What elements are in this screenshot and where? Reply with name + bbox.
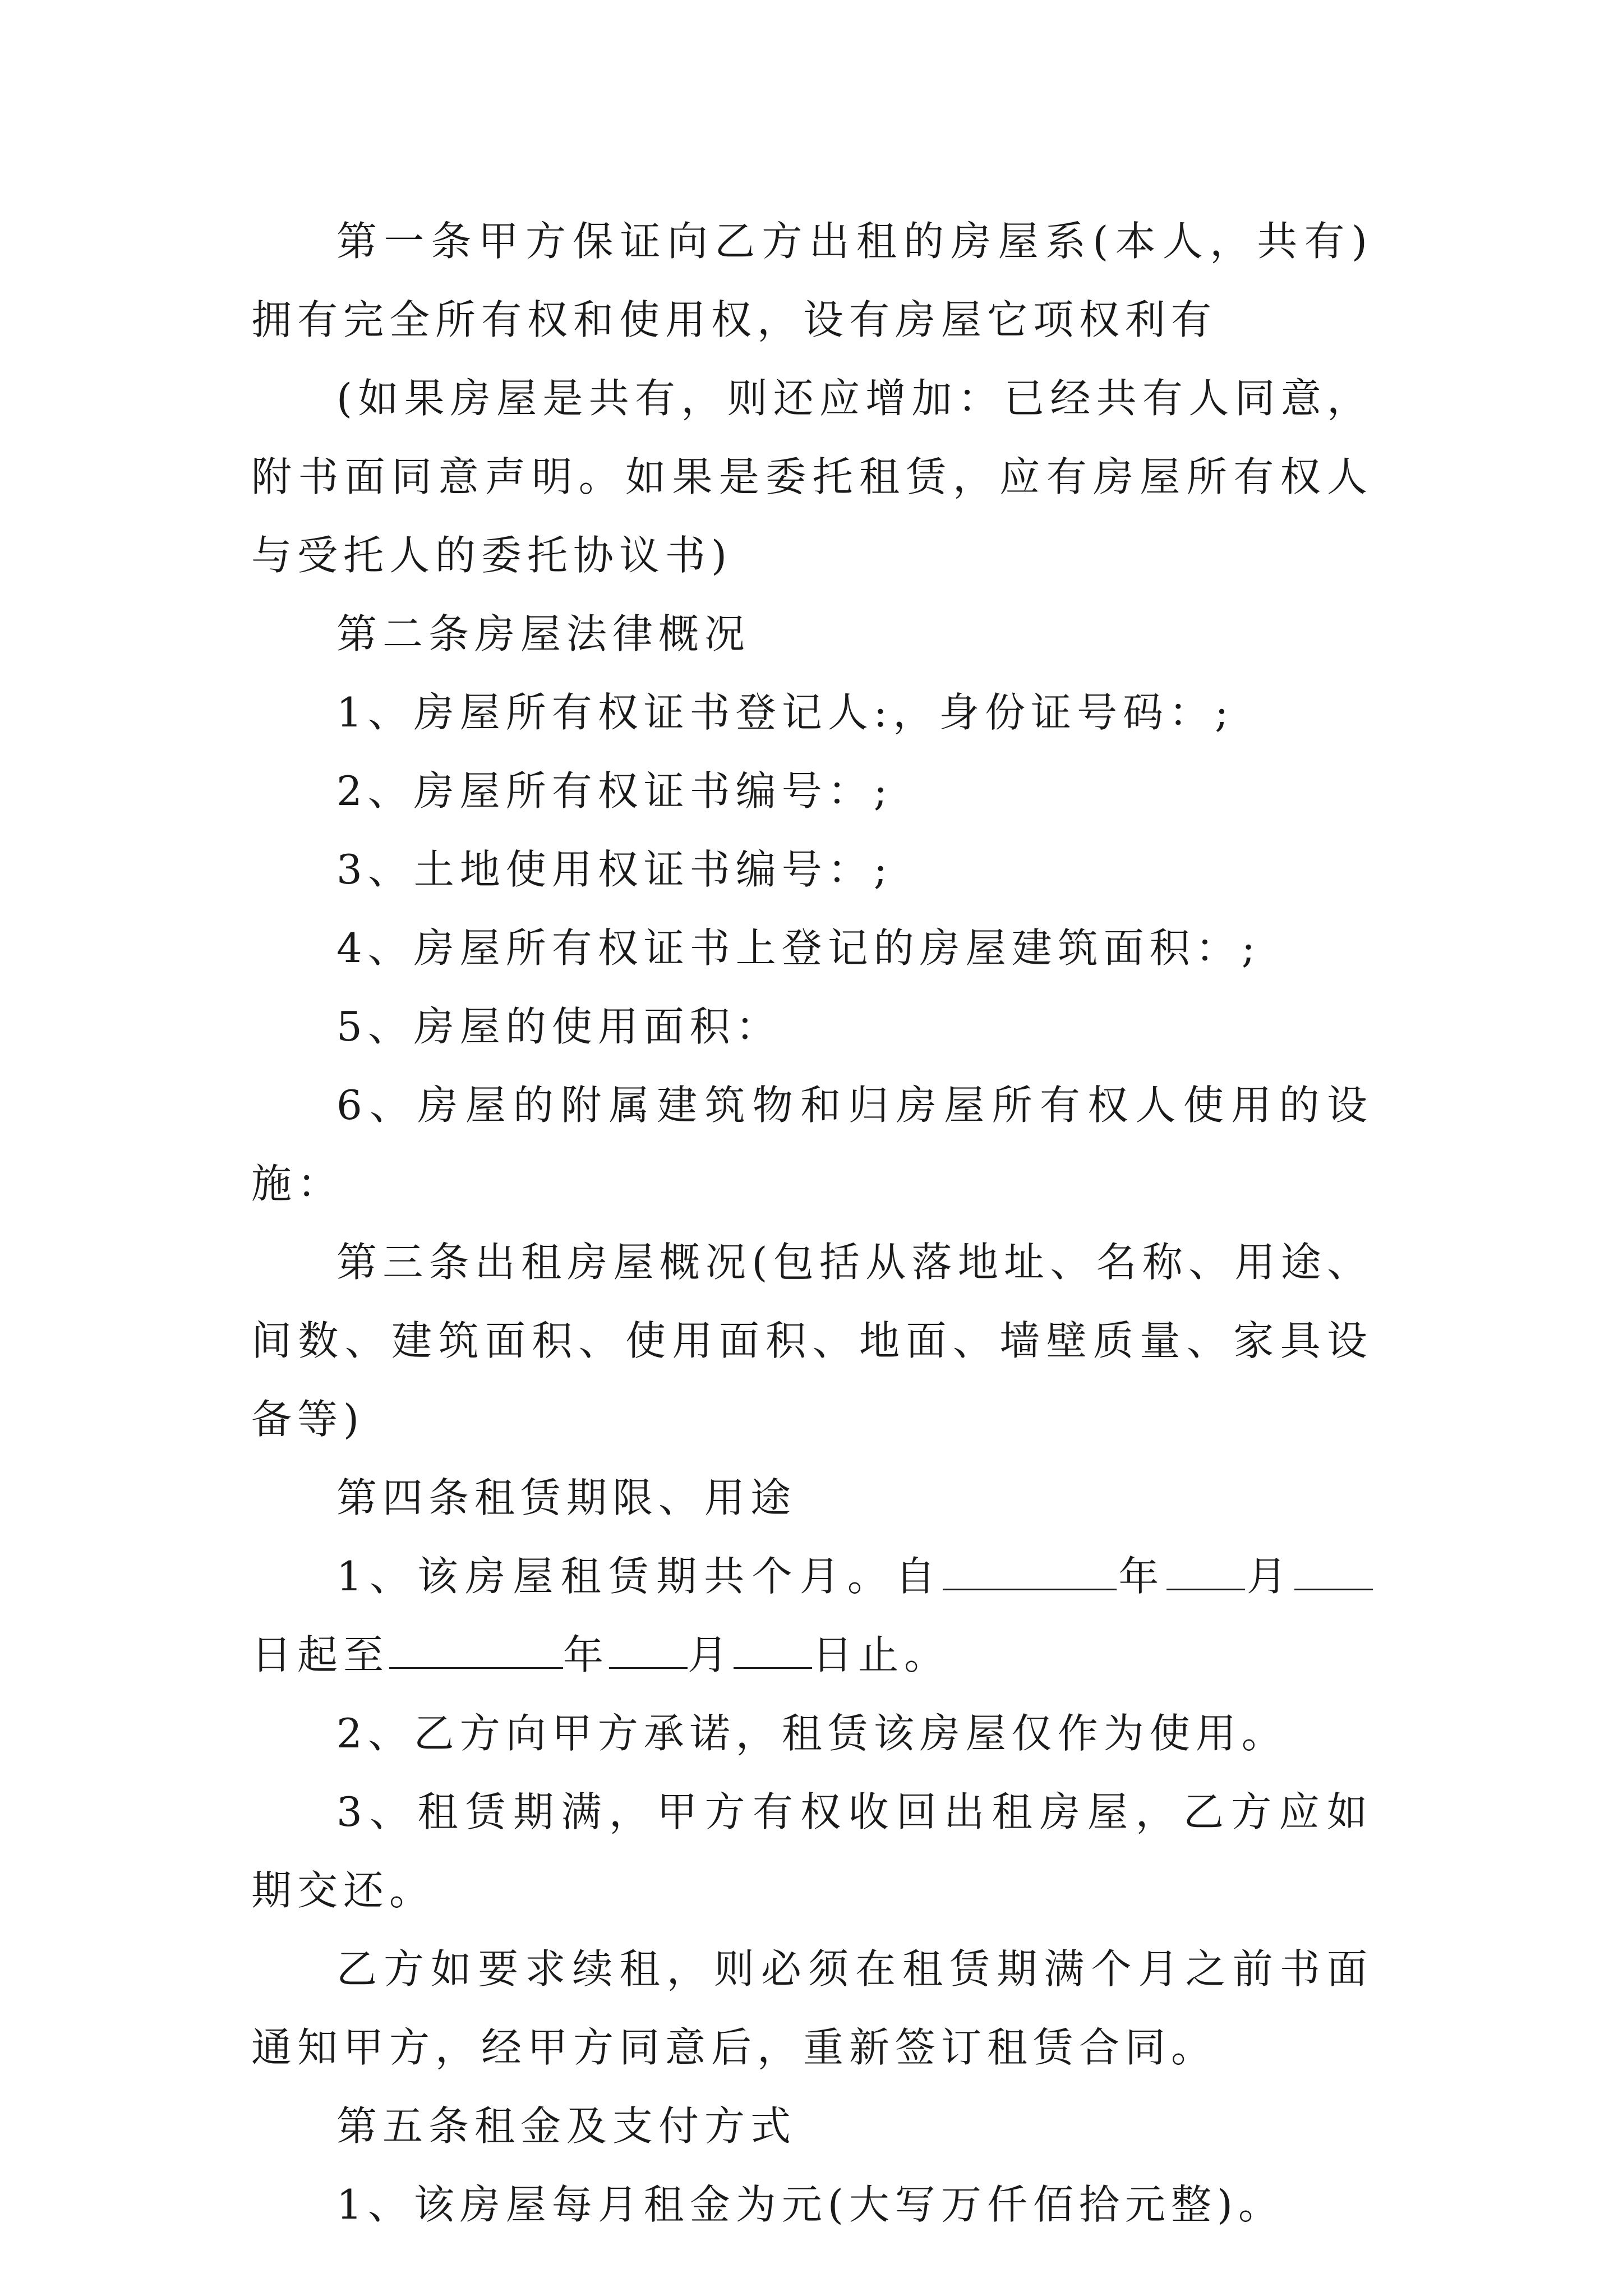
clause-2-item-6: 6、房屋的附属建筑物和归房屋所有权人使用的设施： (251, 1082, 1373, 1207)
end-year-blank (389, 1618, 563, 1669)
clause-2-item-2: 2、房屋所有权证书编号：; (336, 767, 893, 815)
clause-2-item-1: 1、房屋所有权证书登记人:，身份证号码：; (336, 689, 1234, 736)
lease-period-end: 日止。 (812, 1631, 951, 1678)
clause-4-item-2: 2、乙方向甲方承诺，租赁该房屋仅作为使用。 (336, 1710, 1288, 1757)
start-year-label: 年 (1117, 1553, 1166, 1600)
renewal-paragraph: 乙方如要求续租，则必须在租赁期满个月之前书面通知甲方，经甲方同意后，重新签订租赁合同。 (251, 1945, 1373, 2071)
end-year-label: 年 (563, 1631, 610, 1678)
clause-2-item-3: 3、土地使用权证书编号：; (336, 846, 893, 893)
start-day-label: 日 (251, 1631, 298, 1678)
clause-4-item-1-lease-period (251, 1537, 1373, 1694)
co-ownership-note-paragraph: (如果房屋是共有，则还应增加：已经共有人同意，附书面同意声明。如果是委托租赁，应有房屋所有权人与受托人的委托协议书) (251, 375, 1373, 579)
clause-1-paragraph: 第一条甲方保证向乙方出租的房屋系(本人，共有)拥有完全所有权和使用权，设有房屋它项权利有 (251, 218, 1373, 343)
start-year-blank (943, 1539, 1117, 1590)
start-day-blank (1294, 1539, 1373, 1590)
clause-4-heading: 第四条租赁期限、用途 (336, 1474, 797, 1521)
clause-2-item-5: 5、房屋的使用面积： (336, 1003, 782, 1050)
clause-4-item-3: 3、租赁期满，甲方有权收回出租房屋，乙方应如期交还。 (251, 1788, 1373, 1914)
clause-2-heading: 第二条房屋法律概况 (336, 610, 751, 657)
end-month-blank (609, 1618, 688, 1669)
clause-2-item-4: 4、房屋所有权证书上登记的房屋建筑面积：; (336, 924, 1261, 972)
clause-3-paragraph: 第三条出租房屋概况(包括从落地址、名称、用途、间数、建筑面积、使用面积、地面、墙壁质量、家具设备等) (251, 1239, 1373, 1443)
end-month-label: 月 (688, 1631, 734, 1678)
end-day-blank (734, 1618, 812, 1669)
lease-period-lead: 1、该房屋租赁期共个月。自 (336, 1553, 943, 1600)
clause-5-heading: 第五条租金及支付方式 (336, 2102, 797, 2150)
clause-5-item-1: 1、该房屋每月租金为元(大写万仟佰拾元整)。 (336, 2181, 1284, 2228)
start-month-label: 月 (1244, 1553, 1294, 1600)
lease-period-mid: 起至 (297, 1631, 390, 1678)
document-body (251, 202, 1373, 2244)
start-month-blank (1166, 1539, 1245, 1590)
